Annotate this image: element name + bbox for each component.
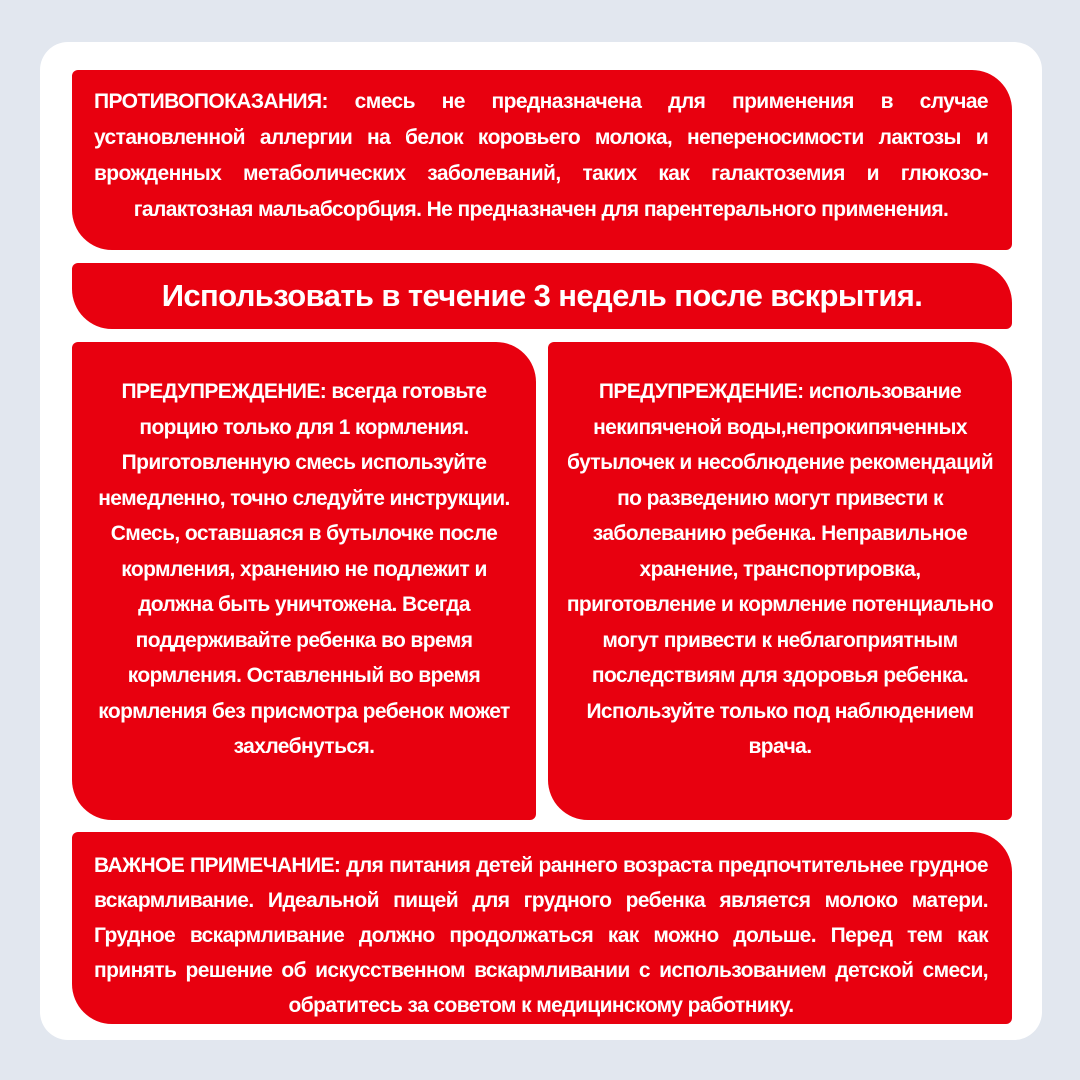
- warning-right-paragraph: [566, 374, 994, 765]
- warning-right-text: использование некипяченой воды,непрокипяченных бутылочек и несоблюдение рекомендаций по разведению могут привести к заболеванию ребенка. Неправильное хранение, транспортировка, приготовление и кормление потенциально могут привести к неблагоприятным последствиям для здоровья ребенка. Используйте только под наблюдением врача.: [566, 380, 994, 758]
- important-note-heading: ВАЖНОЕ ПРИМЕЧАНИЕ:: [94, 854, 341, 877]
- important-note-panel: [72, 832, 1012, 1024]
- usage-panel: [72, 263, 1012, 329]
- contraindications-text: смесь не предназначена для применения в случае установленной аллергии на белок коровьего молока, непереносимости лактозы и врожденных метаболических заболеваний, таких как галактоземия и глюкозо-галактозная мальабсорбция. Не предназначен для парентерального применения.: [94, 90, 988, 221]
- important-note-text: для питания детей раннего возраста предпочтительнее грудное вскармливание. Идеальной пищей для грудного ребенка является молоко матери. Грудное вскармливание должно продолжаться как можно дольше. Перед тем как принять решение об искусственном вскармливании с использованием детской смеси, обратитесь за советом к медицинскому работнику.: [94, 854, 988, 1017]
- warning-left-heading: ПРЕДУПРЕЖДЕНИЕ:: [121, 380, 327, 403]
- warning-right-panel: [548, 342, 1012, 820]
- contraindications-paragraph: [94, 84, 988, 228]
- contraindications-heading: ПРОТИВОПОКАЗАНИЯ:: [94, 90, 328, 113]
- usage-text: Использовать в течение 3 недель после вскрытия.: [161, 278, 923, 313]
- warning-left-panel: [72, 342, 536, 820]
- contraindications-panel: [72, 70, 1012, 250]
- important-note-paragraph: [94, 848, 988, 1023]
- warning-left-text: всегда готовьте порцию только для 1 кормления. Приготовленную смесь используйте немедленно, точно следуйте инструкции. Смесь, оставшаяся в бутылочке после кормления, хранению не подлежит и должна быть уничтожена. Всегда поддерживайте ребенка во время кормления. Оставленный во время кормления без присмотра ребенок может захлебнуться.: [98, 380, 510, 758]
- warning-left-paragraph: [94, 374, 514, 765]
- warning-right-heading: ПРЕДУПРЕЖДЕНИЕ:: [598, 380, 804, 403]
